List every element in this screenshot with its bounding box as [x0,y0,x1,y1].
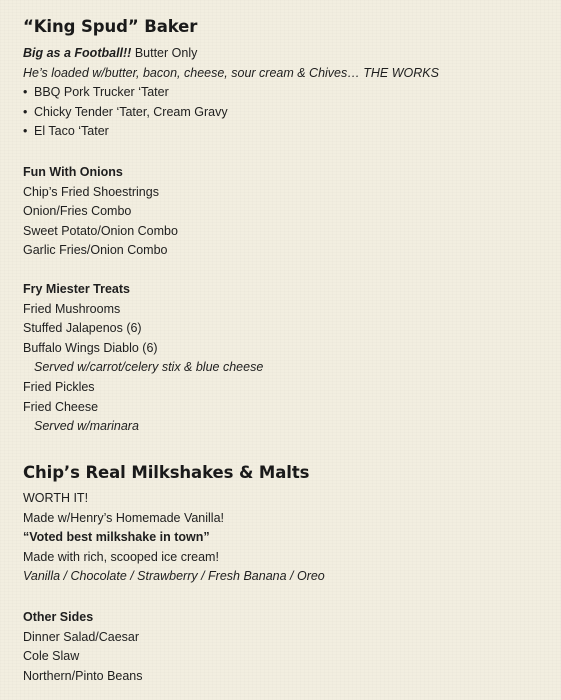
menu-item: Dinner Salad/Caesar [23,629,140,644]
section-title: “King Spud” Baker [23,17,198,36]
menu-item: Fried Cheese [23,399,99,414]
menu-item: Made with rich, scooped ice cream! [23,549,219,564]
section-milkshakes [23,463,551,587]
section-sides [23,608,551,686]
menu-item: Sweet Potato/Onion Combo [23,223,178,238]
section-title: Fun With Onions [23,165,123,179]
menu-item: • Chicky Tender ‘Tater, Cream Gravy [23,103,551,123]
menu-item: Northern/Pinto Beans [23,668,143,683]
menu-item: • El Taco ‘Tater [23,122,551,142]
menu-item-note: Served w/carrot/celery stix & blue cheese [34,360,264,375]
menu-item: Fried Mushrooms [23,301,121,316]
menu-item: Cole Slaw [23,649,80,664]
section-title: Other Sides [23,610,94,624]
menu-item: • BBQ Pork Trucker ‘Tater [23,83,551,103]
menu-item: Stuffed Jalapenos (6) [23,321,142,336]
menu-item-quote: “Voted best milkshake in town” [23,530,210,545]
menu-item-football [23,44,551,64]
menu-item: Fried Pickles [23,379,95,394]
menu-item: Made w/Henry’s Homemade Vanilla! [23,510,225,525]
football-description: Butter Only [131,46,198,60]
menu-item-flavors: Vanilla / Chocolate / Strawberry / Fresh Banana / Oreo [23,569,325,584]
menu-item: Buffalo Wings Diablo (6) [23,340,158,355]
section-king-spud [23,17,551,142]
section-onions [23,163,551,261]
section-title: Chip’s Real Milkshakes & Malts [23,463,310,482]
section-title: Fry Miester Treats [23,282,130,296]
section-fry [23,280,551,437]
menu-item: Chip’s Fried Shoestrings [23,184,159,199]
menu-item-note: Served w/marinara [34,419,139,434]
menu-item: Onion/Fries Combo [23,204,132,219]
menu-item: Garlic Fries/Onion Combo [23,243,168,258]
menu-item-note: He’s loaded w/butter, bacon, cheese, sour cream & Chives… THE WORKS [23,65,439,80]
football-label: Big as a Football!! [23,46,132,60]
menu-item: WORTH IT! [23,491,89,505]
